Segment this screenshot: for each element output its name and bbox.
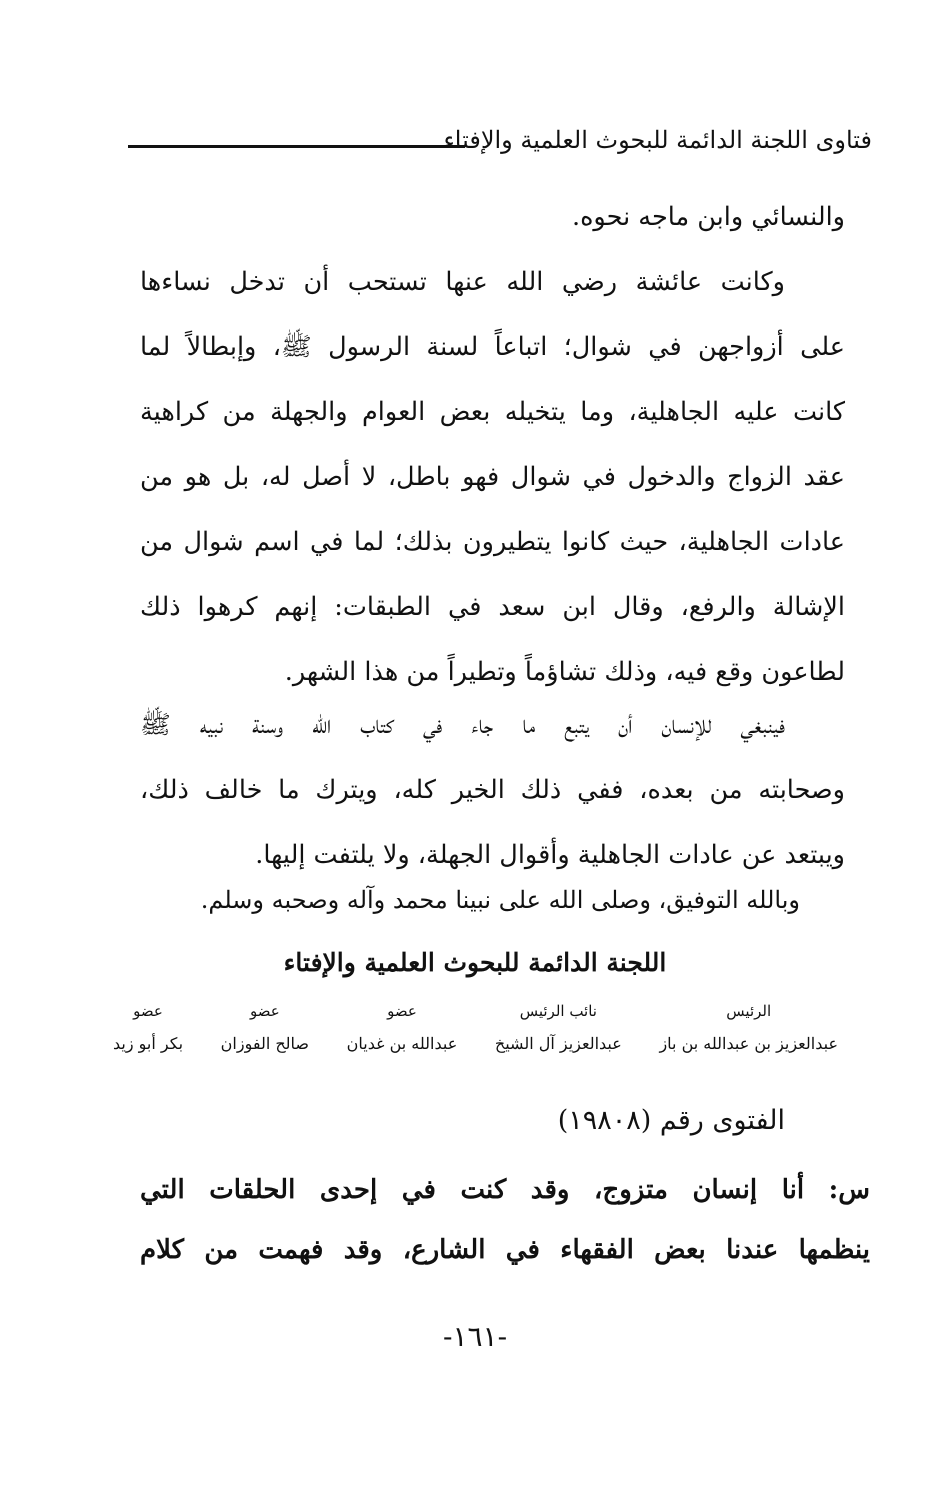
text-line: الإشالة والرفع، وقال ابن سعد في الطبقات: إنهم كرهوا ذلك — [140, 592, 845, 622]
member-role: عضو — [387, 1002, 417, 1020]
member-role: عضو — [133, 1002, 163, 1020]
page-number: -١٦١- — [442, 1320, 508, 1353]
fatwa-question — [140, 1160, 870, 1280]
member-name: عبدالله بن غديان — [346, 1034, 458, 1053]
text-line: لطاعون وقع فيه، وذلك تشاؤماً وتطيراً من هذا الشهر. — [284, 657, 845, 687]
member-ghudayyan — [347, 1002, 458, 1053]
member-role: عضو — [249, 1002, 280, 1020]
member-name: صالح الفوزان — [220, 1034, 310, 1053]
text-line: كانت عليه الجاهلية، وما يتخيله بعض العوام والجهلة من كراهية — [140, 397, 845, 427]
committee-members — [113, 1002, 838, 1053]
running-header-title: فتاوى اللجنة الدائمة للبحوث العلمية والإفتاء — [443, 126, 872, 154]
fatwa-number: الفتوى رقم (١٩٨٠٨) — [557, 1105, 785, 1136]
text-line: عادات الجاهلية، حيث كانوا يتطيرون بذلك؛ لما في اسم شوال من — [140, 527, 845, 557]
question-line: ينظمها عندنا بعض الفقهاء في الشارع، وقد فهمت من كلام — [140, 1235, 870, 1265]
paragraph-advice — [140, 693, 845, 888]
text-line: فينبغي للإنسان أن يتبع ما جاء في كتاب الله وسنة نبيه ﷺ — [140, 710, 785, 740]
member-name: بكر أبو زيد — [113, 1034, 184, 1053]
closing-line: وبالله التوفيق، وصلى الله على نبينا محمد وآله وصحبه وسلم. — [200, 886, 800, 914]
text-line: وكانت عائشة رضي الله عنها تستحب أن تدخل نساءها — [140, 267, 785, 297]
member-role: نائب الرئيس — [519, 1002, 597, 1020]
member-role: الرئيس — [726, 1002, 772, 1020]
question-line: س: أنا إنسان متزوج، وقد كنت في إحدى الحلقات التي — [140, 1175, 870, 1205]
member-name: عبدالعزيز بن عبدالله بن باز — [659, 1034, 838, 1053]
member-president — [659, 1002, 838, 1053]
text-line: والنسائي وابن ماجه نحوه. — [571, 202, 845, 232]
committee-title: اللجنة الدائمة للبحوث العلمية والإفتاء — [283, 948, 667, 977]
intro-line — [140, 185, 845, 250]
text-line: وصحابته من بعده، ففي ذلك الخير كله، ويترك ما خالف ذلك، — [140, 775, 845, 805]
text-line: على أزواجهن في شوال؛ اتباعاً لسنة الرسول ﷺ، وإبطالاً لما — [140, 332, 845, 362]
member-fawzan — [221, 1002, 309, 1053]
paragraph-aisha — [140, 250, 845, 705]
text-line: عقد الزواج والدخول في شوال فهو باطل، لا أصل له، بل هو من — [140, 462, 845, 492]
header-rule — [128, 145, 465, 148]
member-vice-president — [495, 1002, 622, 1053]
text-line: ويبتعد عن عادات الجاهلية وأقوال الجهلة، ولا يلتفت إليها. — [255, 840, 845, 870]
member-name: عبدالعزيز آل الشيخ — [494, 1034, 622, 1053]
member-abu-zaid — [113, 1002, 183, 1053]
